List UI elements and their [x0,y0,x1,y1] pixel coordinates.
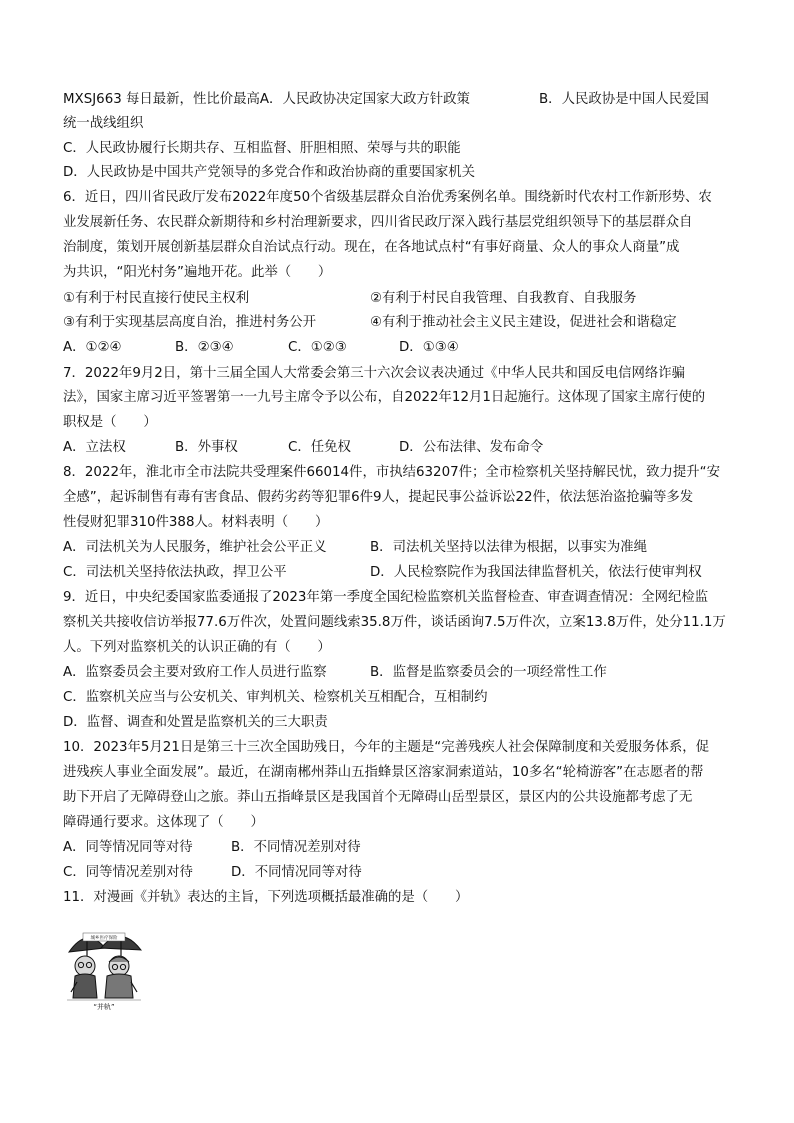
q5-option-b: B．人民政协是中国人民爱国 [539,92,709,107]
q7-stem-3: 职权是（ ） [63,415,157,430]
q6-stem-2: 业发展新任务、农民群众新期待和乡村治理新要求，四川省民政厅深入践行基层党组织领导下的基层群众自 [63,215,693,230]
q6-option-a: A．①②④ [63,340,122,355]
q5-option-a: MXSJ663 每日最新，性比价最高A．人民政协决定国家大政方针政策 [63,92,470,107]
q6-option-d: D．①③④ [399,340,459,355]
q8-option-b: B．司法机关坚持以法律为根据，以事实为准绳 [370,540,647,555]
q5-option-c: C．人民政协履行长期共存、互相监督、肝胆相照、荣辱与共的职能 [63,141,461,156]
q11-stem: 11．对漫画《并轨》表达的主旨，下列选项概括最准确的是（ ） [63,890,469,905]
q9-option-b: B．监督是监察委员会的一项经常性工作 [370,665,607,680]
q10-stem-2: 进残疾人事业全面发展”。最近，在湖南郴州莽山五指蜂景区溶家洞索道站，10多名“轮椅游客”在志愿者的帮 [63,765,704,780]
q8-option-a: A．司法机关为人民服务，维护社会公平正义 [63,540,327,555]
q8-stem-2: 全感”，起诉制售有毒有害食品、假药劣药等犯罪6件9人，提起民事公益诉讼22件，依法惩治盗抢骗等多发 [63,490,694,505]
q6-statement-3: ③有利于实现基层高度自治，推进村务公开 [63,315,317,330]
q6-statement-2: ②有利于村民自我管理、自我教育、自我服务 [370,291,637,306]
q6-option-c: C．①②③ [288,340,347,355]
q10-option-a: A．同等情况同等对待 [63,840,193,855]
q5-option-d: D．人民政协是中国共产党领导的多党合作和政治协商的重要国家机关 [63,165,476,180]
q9-option-a: A．监察委员会主要对致府工作人员进行监察 [63,665,327,680]
q10-option-d: D．不同情况同等对待 [231,865,362,880]
q6-option-b: B．②③④ [175,340,234,355]
q10-option-c: C．同等情况差别对待 [63,865,193,880]
q7-stem-2: 法》，国家主席习近平签署第一一九号主席令予以公布，自2022年12月1日起施行。这体现了国家主席行使的 [63,390,706,405]
q8-stem-1: 8．2022年，淮北市全市法院共受理案件66014件，市执结63207件；全市检察机关坚持解民忧，致力提升“安 [63,465,720,480]
q9-stem-1: 9．近日，中央纪委国家监委通报了2023年第一季度全国纪检监察机关监督检查、审查调查情况：全网纪检监 [63,590,709,605]
q10-stem-3: 助下开启了无障碍登山之旅。莽山五指峰景区是我国首个无障碍山岳型景区，景区内的公共设施都考虑了无 [63,790,693,805]
q8-option-d: D．人民检察院作为我国法律监督机关，依法行使审判权 [370,565,702,580]
q8-option-c: C．司法机关坚持依法执政，捍卫公平 [63,565,287,580]
q10-stem-1: 10．2023年5月21日是第三十三次全国助残日，今年的主题是“完善残疾人社会保障制度和关爱服务体系，促 [63,740,710,755]
q6-stem-3: 治制度，策划开展创新基层群众自治试点行动。现在，在各地试点村“有事好商量、众人的事众人商量”成 [63,240,680,255]
q9-option-d: D．监督、调查和处置是监察机关的三大职责 [63,715,328,730]
q6-stem-1: 6．近日，四川省民政厅发布2022年度50个省级基层群众自治优秀案例名单。围绕新时代农村工作新形势、农 [63,190,712,205]
q9-stem-3: 人。下列对监察机关的认识正确的有（ ） [63,640,331,655]
q7-stem-1: 7．2022年9月2日，第十三届全国人大常委会第三十六次会议表决通过《中华人民共和国反电信网络诈骗 [63,366,686,381]
q6-stem-4: 为共识，“阳光村务”遍地开花。此举（ ） [63,265,332,280]
q7-option-c: C．任免权 [288,440,351,455]
q7-option-d: D．公布法律、发布命令 [399,440,544,455]
q6-statement-1: ①有利于村民直接行使民主权利 [63,291,250,306]
q9-option-c: C．监察机关应当与公安机关、审判机关、检察机关互相配合，互相制约 [63,690,488,705]
q5-option-b-cont: 统一战线组织 [63,116,144,131]
q10-option-b: B．不同情况差别对待 [231,840,361,855]
q6-statement-4: ④有利于推动社会主义民主建设，促进社会和谐稳定 [370,315,677,330]
q8-stem-3: 性侵财犯罪310件388人。材料表明（ ） [63,515,329,530]
umbrella-label: 城乡医疗保险 [90,936,118,941]
q7-option-b: B．外事权 [175,440,238,455]
q9-stem-2: 察机关共接收信访举报77.6万件次，处置问题线索35.8万件，谈话函询7.5万件次，立案13.8万件，处分11.1万 [63,615,726,630]
cartoon-image [63,922,145,1010]
q7-option-a: A．立法权 [63,440,126,455]
q10-stem-4: 障碍通行要求。这体现了（ ） [63,815,264,830]
cartoon-caption: “并轨” [93,1003,115,1010]
